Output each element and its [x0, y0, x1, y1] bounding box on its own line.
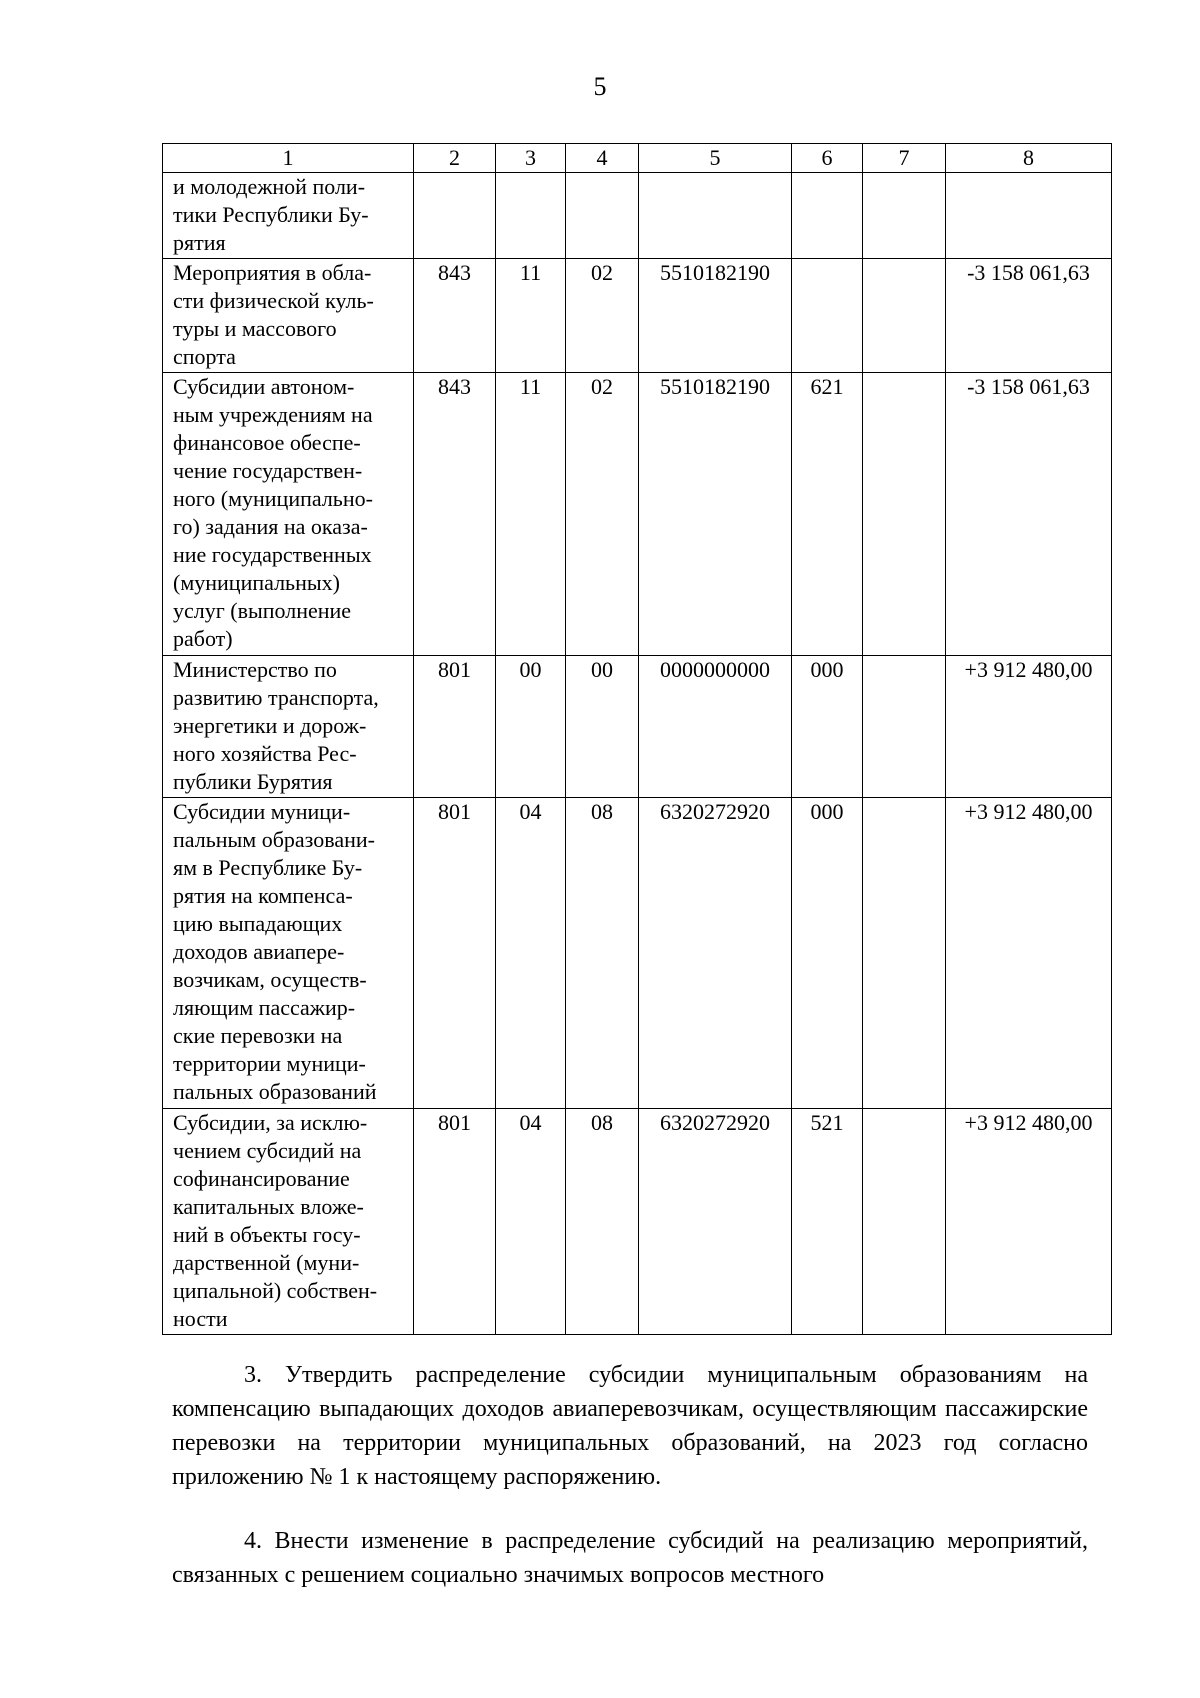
section-cell: 11 — [496, 259, 566, 373]
column-7-cell — [863, 173, 946, 259]
paragraph-4: 4. Внести изменение в распределение субсидий на реализацию мероприятий, связанных с решением социально значимых вопросов местного — [172, 1528, 1088, 1588]
subsection-cell: 02 — [566, 373, 639, 656]
row-name-cell: Субсидии автоном- ным учреждениям на финансовое обеспе- чение государствен- ного (муниципально- го) задания на оказа- ние государственных (муниципальных) услуг (выполнение работ) — [163, 373, 414, 656]
column-7-cell — [863, 1109, 946, 1335]
subsection-cell: 00 — [566, 656, 639, 798]
section-cell: 04 — [496, 1109, 566, 1335]
expense-type-cell: 000 — [792, 798, 863, 1109]
row-name-cell: Мероприятия в обла- сти физической куль- туры и массового спорта — [163, 259, 414, 373]
expense-type-cell: 521 — [792, 1109, 863, 1335]
table-row — [163, 259, 1112, 373]
amount-cell: +3 912 480,00 — [946, 1109, 1112, 1335]
table-header-row — [163, 144, 1112, 173]
expense-type-cell — [792, 259, 863, 373]
header-cell: 3 — [496, 144, 566, 173]
amount-cell: -3 158 061,63 — [946, 373, 1112, 656]
header-cell: 4 — [566, 144, 639, 173]
paragraph-3: 3. Утвердить распределение субсидии муниципальным образованиям на компенсацию выпадающих доходов авиаперевозчикам, осуществляющим пассажирские перевозки на территории муниципальных образований, на 2023 год согласно приложению № 1 к настоящему распоряжению. — [172, 1362, 1088, 1490]
header-cell: 1 — [163, 144, 414, 173]
subsection-cell — [566, 173, 639, 259]
target-article-cell: 6320272920 — [639, 798, 792, 1109]
table-row — [163, 656, 1112, 798]
amount-cell — [946, 173, 1112, 259]
header-cell: 5 — [639, 144, 792, 173]
target-article-cell: 5510182190 — [639, 373, 792, 656]
row-name-cell: и молодежной поли- тики Республики Бу- рятия — [163, 173, 414, 259]
column-7-cell — [863, 259, 946, 373]
target-article-cell: 6320272920 — [639, 1109, 792, 1335]
section-cell: 11 — [496, 373, 566, 656]
admin-code-cell: 843 — [414, 259, 496, 373]
target-article-cell — [639, 173, 792, 259]
amount-cell: +3 912 480,00 — [946, 798, 1112, 1109]
subsection-cell: 02 — [566, 259, 639, 373]
subsection-cell: 08 — [566, 1109, 639, 1335]
page-number: 5 — [593, 72, 607, 101]
admin-code-cell: 801 — [414, 798, 496, 1109]
table-row — [163, 173, 1112, 259]
amount-cell: -3 158 061,63 — [946, 259, 1112, 373]
section-cell: 04 — [496, 798, 566, 1109]
header-cell: 2 — [414, 144, 496, 173]
header-cell: 8 — [946, 144, 1112, 173]
expense-type-cell: 000 — [792, 656, 863, 798]
row-name-cell: Министерство по развитию транспорта, энергетики и дорож- ного хозяйства Рес- публики Бурятия — [163, 656, 414, 798]
target-article-cell: 0000000000 — [639, 656, 792, 798]
header-cell: 7 — [863, 144, 946, 173]
column-7-cell — [863, 373, 946, 656]
admin-code-cell: 843 — [414, 373, 496, 656]
expense-type-cell: 621 — [792, 373, 863, 656]
admin-code-cell: 801 — [414, 656, 496, 798]
row-name-cell: Субсидии муници- пальным образовани- ям в Республике Бу- рятия на компенса- цию выпадающих доходов авиапере- возчикам, осуществ- ляющим пассажир- ские перевозки на территории муници- пальных образований — [163, 798, 414, 1109]
subsection-cell: 08 — [566, 798, 639, 1109]
budget-table — [162, 143, 1112, 1335]
admin-code-cell — [414, 173, 496, 259]
amount-cell: +3 912 480,00 — [946, 656, 1112, 798]
header-cell: 6 — [792, 144, 863, 173]
table-row — [163, 798, 1112, 1109]
table-row — [163, 373, 1112, 656]
section-cell: 00 — [496, 656, 566, 798]
section-cell — [496, 173, 566, 259]
admin-code-cell: 801 — [414, 1109, 496, 1335]
target-article-cell: 5510182190 — [639, 259, 792, 373]
column-7-cell — [863, 656, 946, 798]
expense-type-cell — [792, 173, 863, 259]
column-7-cell — [863, 798, 946, 1109]
table-row — [163, 1109, 1112, 1335]
row-name-cell: Субсидии, за исклю- чением субсидий на софинансирование капитальных вложе- ний в объекты госу- дарственной (муни- ципальной) собствен- ности — [163, 1109, 414, 1335]
